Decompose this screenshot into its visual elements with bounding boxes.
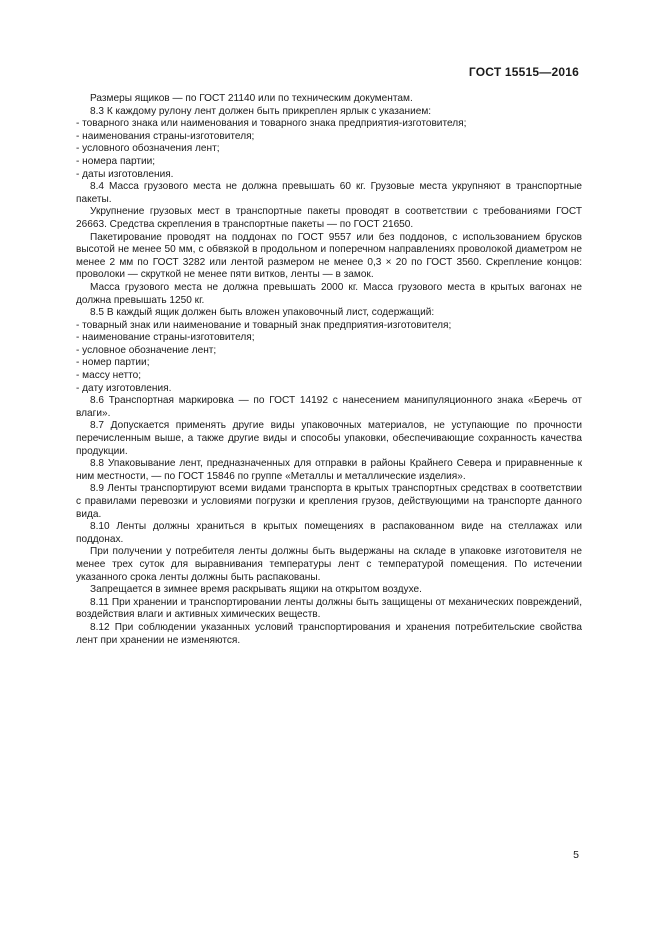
list-item: - номера партии; [76,155,156,167]
paragraph: Запрещается в зимнее время раскрывать ящики на открытом воздухе. [90,584,422,596]
page-number: 5 [573,849,579,861]
list-item: - условное обозначение лент; [76,344,217,356]
paragraph: 8.12 При соблюдении указанных условий транспортирования и хранения потребительские свойства лент при хранении не изменяются. [76,621,582,646]
paragraph: 8.8 Упаковывание лент, предназначенных для отправки в районы Крайнего Севера и приравненные к ним местности, — по ГОСТ 15846 по группе «Металлы и металлические изделия». [76,458,582,482]
document-body [76,93,582,647]
list-item: - условного обозначения лент; [76,143,220,155]
paragraph: 8.5 В каждый ящик должен быть вложен упаковочный лист, содержащий: [90,307,435,319]
paragraph: 8.7 Допускается применять другие виды упаковочных материалов, не уступающие по прочности перечисленным выше, а также другие виды и способы упаковки, обеспечивающие сохранность качества продукции. [76,420,582,457]
paragraph: Размеры ящиков — по ГОСТ 21140 или по техническим документам. [90,93,413,104]
paragraph: Укрупнение грузовых мест в транспортные пакеты проводят в соответствии с требованиями ГОСТ 26663. Средства скрепления в транспортные пакеты — по ГОСТ 21650. [76,206,582,230]
list-item: - наименования страны-изготовителя; [76,130,255,142]
paragraph: 8.11 При хранении и транспортировании ленты должны быть защищены от механических повреждений, воздействия влаги и активных химических веществ. [76,596,582,621]
list-item: - товарный знак или наименование и товарный знак предприятия-изготовителя; [76,319,452,331]
list-item: - дату изготовления. [76,382,172,394]
list-item: - даты изготовления. [76,168,174,180]
paragraph: Пакетирование проводят на поддонах по ГОСТ 9557 или без поддонов, с использованием брусков высотой не менее 50 мм, с обвязкой в продольном и поперечном направлениях проволокой диаметром не менее 2 мм по ГОСТ 3282 или лентой размером не менее 0,3 × 20 по ГОСТ 3560. Скрепление концов: проволоки — скруткой не менее пяти витков, ленты — в замок. [76,231,582,281]
paragraph: Масса грузового места не должна превышать 2000 кг. Масса грузового места в крытых вагонах не должна превышать 1250 кг. [76,281,582,306]
list-item: - массу нетто; [76,370,142,382]
list-item: - товарного знака или наименования и товарного знака предприятия-изготовителя; [76,118,467,130]
paragraph: 8.10 Ленты должны храниться в крытых помещениях в распакованном виде на стеллажах или поддонах. [76,521,582,545]
paragraph: 8.9 Ленты транспортируют всеми видами транспорта в крытых транспортных средствах в соответствии с правилами перевозки и условиями погрузки и крепления грузов, действующими на транспорте данного вида. [76,483,582,520]
document-code-header: ГОСТ 15515—2016 [468,65,579,79]
list-item: - наименование страны-изготовителя; [76,332,255,344]
paragraph: При получении у потребителя ленты должны быть выдержаны на складе в упаковке изготовителя не менее трех суток для выравнивания температуры лент с температурой помещения. По истечении указанного срока ленты должны быть распакованы. [76,546,582,583]
paragraph: 8.6 Транспортная маркировка — по ГОСТ 14192 с нанесением манипуляционного знака «Беречь от влаги». [76,395,582,419]
list-item: - номер партии; [76,357,150,369]
paragraph: 8.4 Масса грузового места не должна превышать 60 кг. Грузовые места укрупняют в транспортные пакеты. [76,181,582,205]
paragraph: 8.3 К каждому рулону лент должен быть прикреплен ярлык с указанием: [90,105,432,117]
